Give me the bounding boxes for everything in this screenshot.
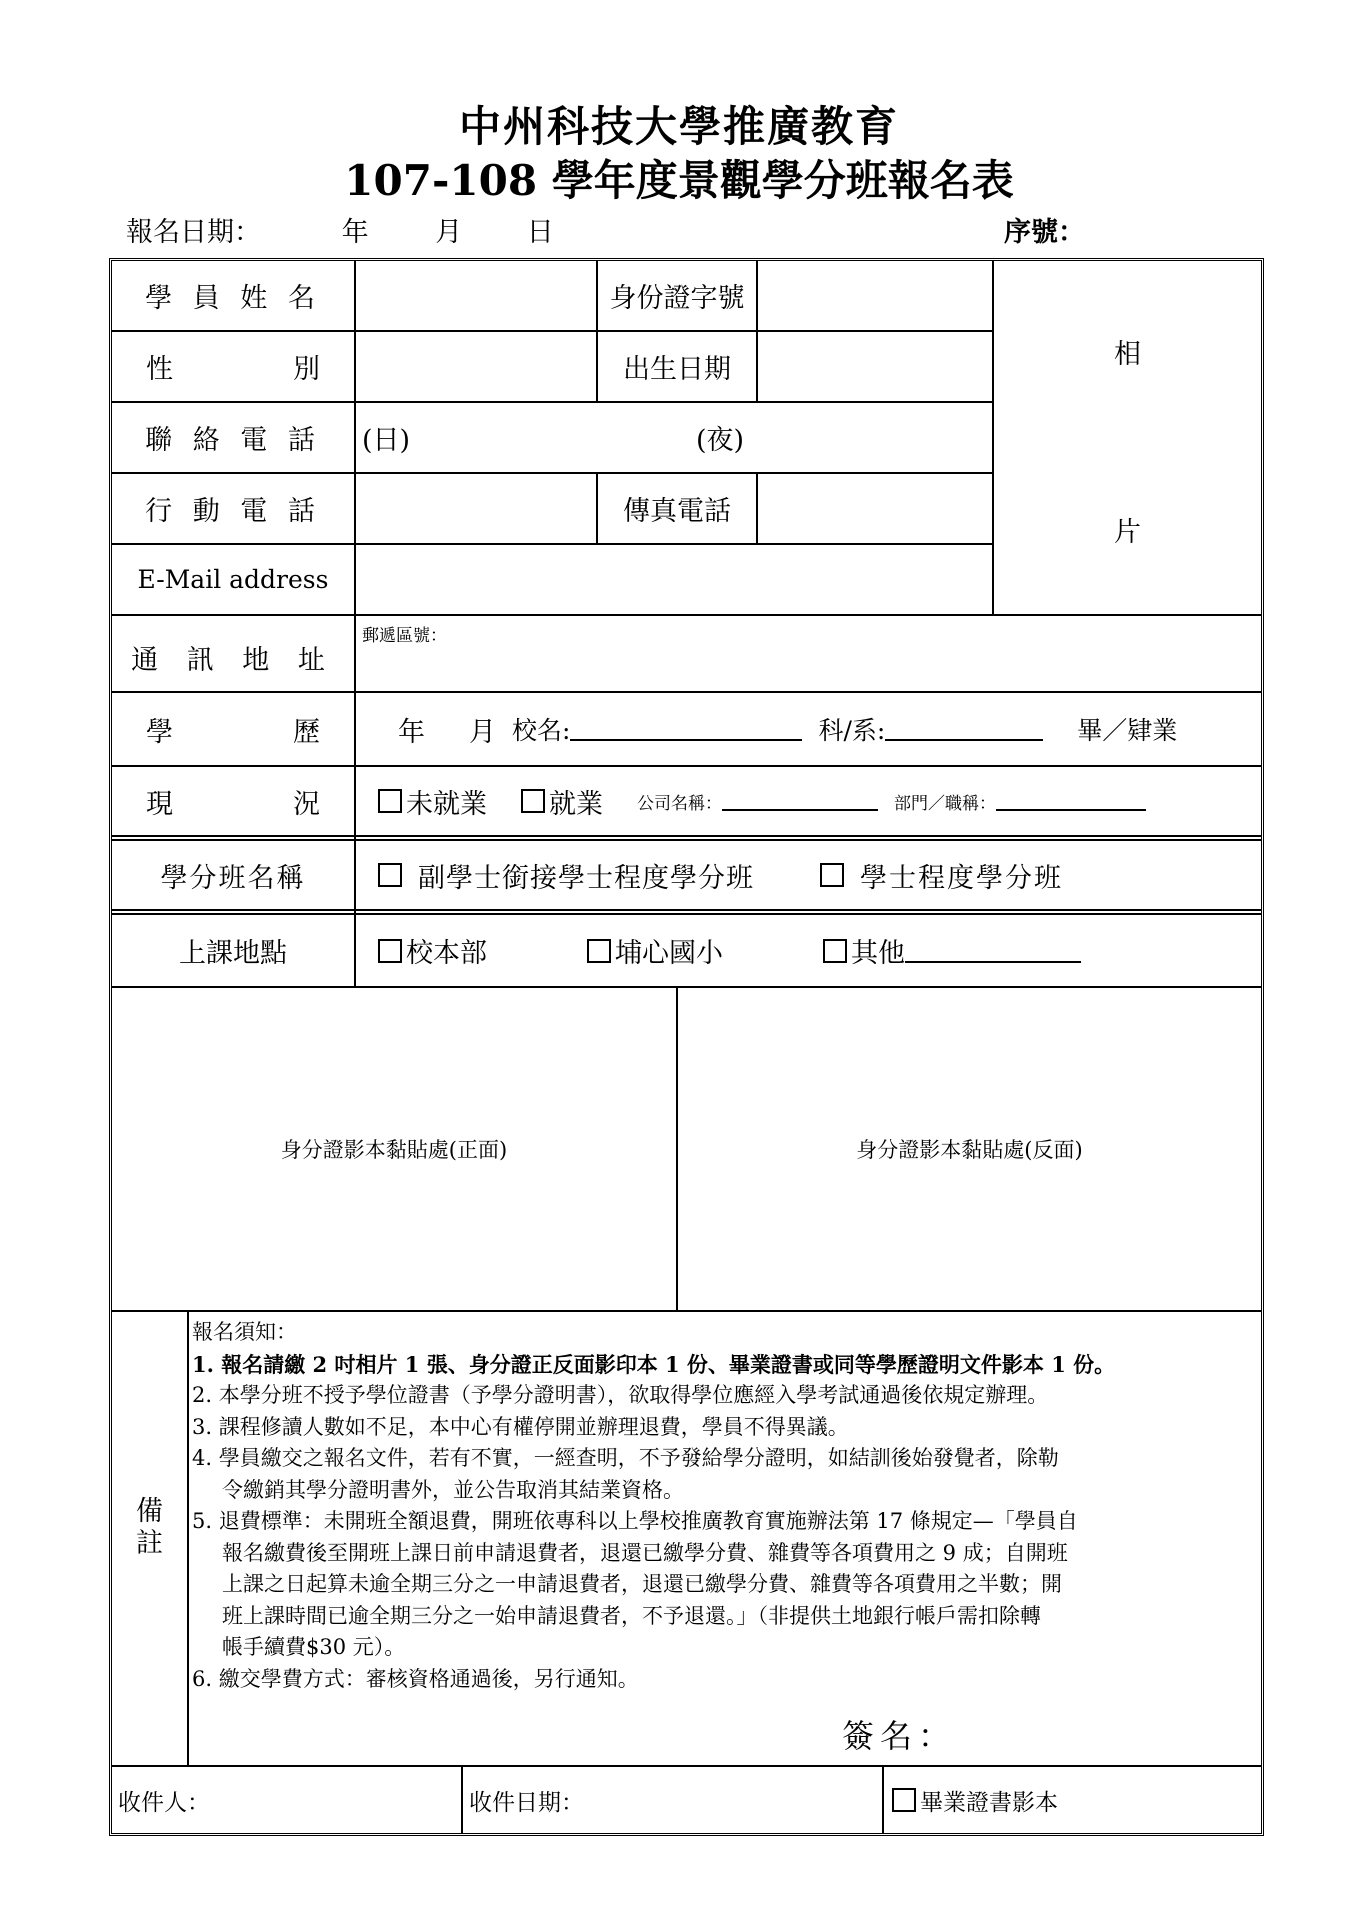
address-label: 通 訊 地 址 — [131, 645, 335, 676]
gender-field[interactable] — [356, 332, 596, 401]
department-blank[interactable] — [885, 717, 1043, 741]
status-label-b: 況 — [293, 788, 320, 820]
employed-checkbox[interactable] — [521, 789, 545, 813]
phone-night-label: (夜) — [696, 425, 745, 456]
remarks-label-b: 註 — [136, 1527, 163, 1559]
class-location-field — [378, 915, 1258, 986]
date-month: 月 — [435, 217, 463, 248]
loc-opt2-checkbox[interactable] — [587, 939, 611, 963]
student-name-field[interactable] — [356, 261, 596, 330]
mobile-phone-label: 行 動 電 話 — [145, 496, 321, 527]
note-item: 5. 退費標準：未開班全額退費，開班依專科以上學校推廣教育實施辦法第 17 條規定—「學員自 — [192, 1509, 1078, 1533]
note-item: 令繳銷其學分證明書外，並公告取消其結業資格。 — [222, 1477, 684, 1502]
unemployed-checkbox[interactable] — [378, 789, 402, 813]
school-name-blank[interactable] — [570, 717, 802, 741]
id-number-label: 身份證字號 — [609, 283, 745, 314]
page-subtitle: 107-108 學年度景觀學分班報名表 — [344, 156, 1014, 205]
receiver-field[interactable] — [118, 1767, 461, 1833]
loc-opt1-label: 校本部 — [406, 938, 487, 969]
note-item: 報名繳費後至開班上課日前申請退費者，退還已繳學分費、雜費等各項費用之 9 成；自開班 — [222, 1540, 1068, 1565]
registration-notes — [192, 1317, 1262, 1695]
note-item: 3. 課程修讀人數如不足，本中心有權停開並辦理退費，學員不得異議。 — [192, 1414, 849, 1439]
class-opt2-checkbox[interactable] — [820, 863, 844, 887]
photo-label-bottom: 片 — [1114, 516, 1141, 548]
note-item: 4. 學員繳交之報名文件，若有不實，一經查明，不予發給學分證明，如結訓後始發覺者，除勒 — [192, 1446, 1059, 1470]
application-form — [109, 258, 1264, 1836]
education-label-a: 學 — [146, 716, 173, 748]
gender-label-b: 別 — [293, 354, 320, 385]
company-name-label: 公司名稱： — [637, 793, 722, 814]
student-name-label: 學 員 姓 名 — [145, 283, 321, 314]
note-item: 2. 本學分班不授予學位證書（予學分證明書），欲取得學位應經入學考試通過後依規定辦理。 — [192, 1383, 1049, 1407]
address-field[interactable] — [362, 621, 1252, 687]
phone-day-field[interactable] — [362, 403, 662, 472]
diploma-copy-label: 畢業證書影本 — [920, 1789, 1058, 1816]
unemployed-label: 未就業 — [406, 788, 487, 820]
contact-phone-label: 聯 絡 電 話 — [145, 425, 321, 456]
status-field — [378, 767, 1258, 835]
status-label-a: 現 — [146, 788, 173, 820]
education-field[interactable] — [398, 693, 1258, 765]
signature-label[interactable]: 簽名： — [842, 1717, 957, 1755]
employed-label: 就業 — [549, 788, 603, 820]
loc-opt1-checkbox[interactable] — [378, 939, 402, 963]
receiver-label: 收件人： — [118, 1789, 210, 1816]
edu-school-label: 校名: — [512, 716, 571, 745]
company-name-blank[interactable] — [722, 791, 878, 811]
application-date — [126, 210, 554, 249]
edu-month-label: 月 — [469, 716, 496, 748]
serial-number-label: 序號： — [1004, 217, 1085, 248]
id-number-field[interactable] — [758, 261, 992, 330]
date-year: 年 — [341, 217, 369, 248]
edu-graduation-label: 畢／肄業 — [1077, 716, 1178, 745]
education-label-b: 歷 — [293, 716, 320, 748]
receive-date-field[interactable] — [469, 1767, 882, 1833]
class-opt1-label: 副學士銜接學士程度學分班 — [418, 862, 754, 894]
note-item: 班上課時間已逾全期三分之一始申請退費者，不予退還。」（非提供土地銀行帳戶需扣除轉 — [222, 1603, 1041, 1628]
note-item: 1. 報名請繳 2 吋相片 1 張、身分證正反面影印本 1 份、畢業證書或同等學歷證明文件影本 1 份。 — [192, 1351, 1116, 1377]
edu-year-label: 年 — [398, 716, 425, 748]
fax-field[interactable] — [758, 474, 992, 543]
class-opt1-checkbox[interactable] — [378, 863, 402, 887]
note-item: 6. 繳交學費方式：審核資格通過後，另行通知。 — [192, 1666, 639, 1691]
date-day: 日 — [526, 217, 554, 248]
edu-dept-label: 科/系: — [818, 716, 886, 745]
note-item: 上課之日起算未逾全期三分之一申請退費者，退還已繳學分費、雜費等各項費用之半數；開 — [222, 1572, 1062, 1596]
loc-opt3-label: 其他 — [851, 938, 905, 969]
gender-label — [112, 332, 354, 401]
date-label: 報名日期： — [126, 217, 261, 248]
class-name-field — [378, 841, 1258, 909]
dept-title-blank[interactable] — [996, 791, 1146, 811]
class-opt2-label: 學士程度學分班 — [860, 862, 1063, 894]
photo-label-top: 相 — [1114, 338, 1141, 370]
id-back-paste-area: 身分證影本黏貼處(反面) — [856, 1138, 1083, 1162]
receive-date-label: 收件日期： — [469, 1789, 584, 1816]
class-name-label: 學分班名稱 — [160, 862, 306, 894]
email-label: E-Mail address — [137, 565, 329, 594]
class-location-label: 上課地點 — [179, 938, 287, 969]
gender-label-a: 性 — [146, 354, 173, 385]
mobile-phone-field[interactable] — [356, 474, 596, 543]
page-title: 中州科技大學推廣教育 — [458, 102, 899, 151]
loc-other-blank[interactable] — [905, 939, 1081, 963]
phone-night-field[interactable] — [696, 403, 986, 472]
diploma-copy-field — [892, 1767, 1261, 1833]
phone-day-label: (日) — [362, 425, 411, 456]
status-label — [112, 767, 354, 835]
remarks-label-a: 備 — [136, 1495, 163, 1527]
birth-date-label: 出生日期 — [623, 354, 731, 385]
education-label — [112, 693, 354, 765]
note-item: 帳手續費$30 元）。 — [222, 1635, 406, 1659]
loc-opt3-checkbox[interactable] — [823, 939, 847, 963]
email-field[interactable] — [356, 545, 992, 614]
zip-code-label: 郵遞區號： — [362, 626, 447, 646]
dept-title-label: 部門／職稱： — [894, 793, 996, 814]
diploma-copy-checkbox[interactable] — [892, 1788, 916, 1812]
birth-date-field[interactable] — [758, 332, 992, 401]
notes-title: 報名須知： — [192, 1320, 297, 1344]
id-front-paste-area: 身分證影本黏貼處(正面) — [280, 1138, 508, 1162]
loc-opt2-label: 埔心國小 — [615, 938, 723, 969]
fax-label: 傳真電話 — [623, 496, 731, 527]
